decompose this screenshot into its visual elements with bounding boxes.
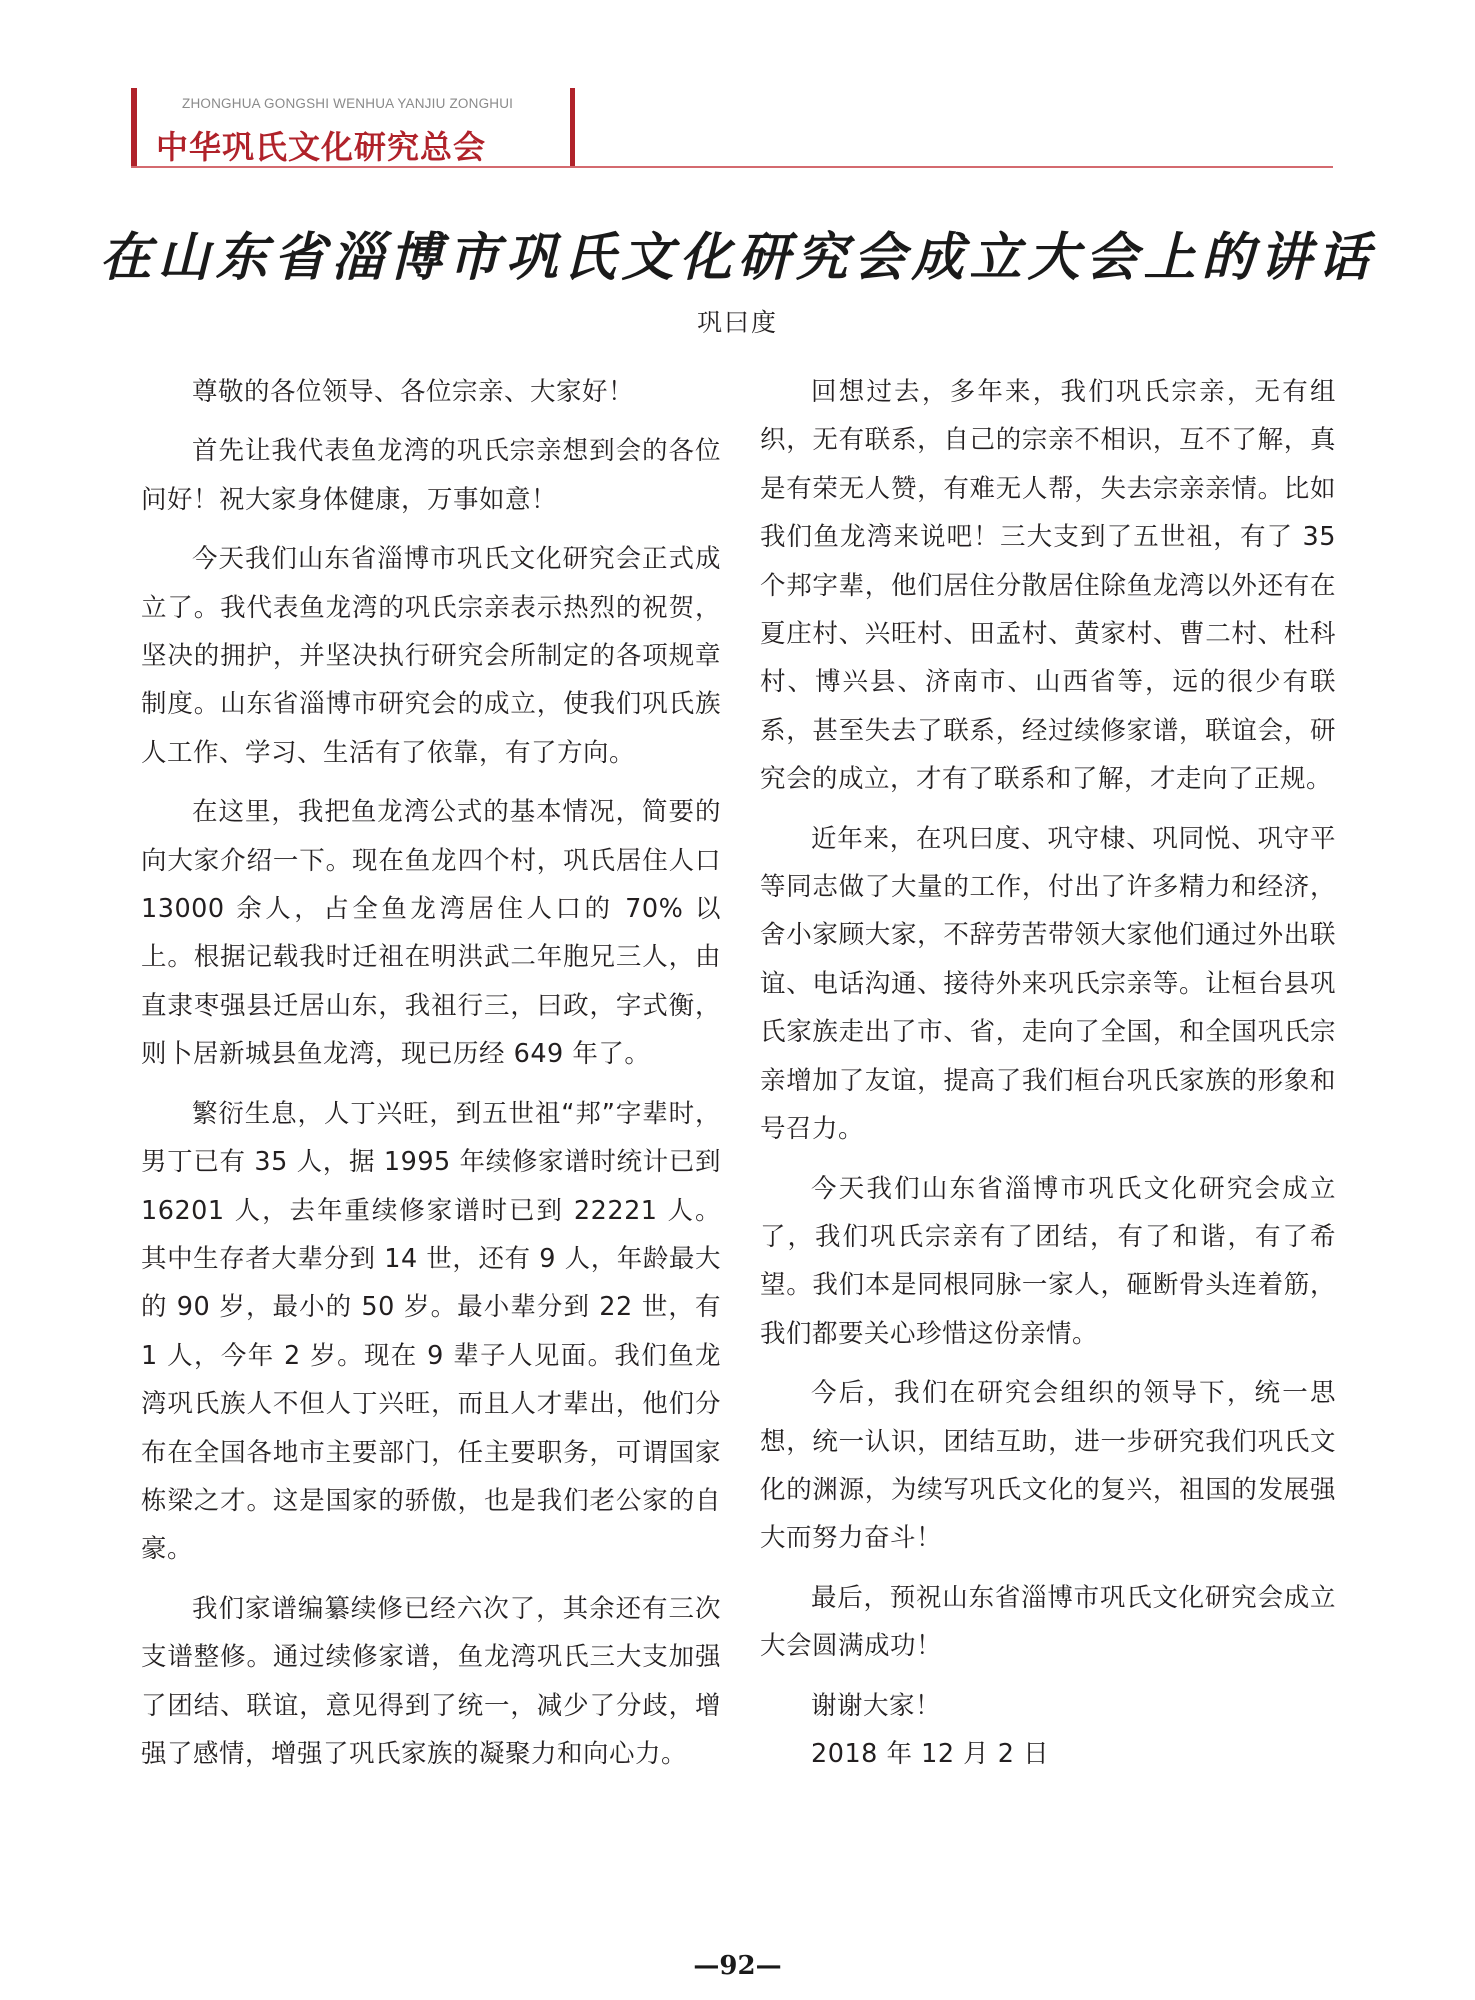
article-author: 巩曰度 — [696, 308, 778, 337]
paragraph: 今天我们山东省淄博市巩氏文化研究会正式成立了。我代表鱼龙湾的巩氏宗亲表示热烈的祝贺，坚决的拥护，并坚决执行研究会所制定的各项规章制度。山东省淄博市研究会的成立，使我们巩氏族人工作、学习、生活有了依靠，有了方向。 — [141, 544, 721, 768]
header-organization-title: 中华巩氏文化研究总会 — [156, 128, 487, 166]
speech-date: 2018 年 12 月 2 日 — [811, 1738, 1050, 1769]
paragraph: 回想过去，多年来，我们巩氏宗亲，无有组织，无有联系，自己的宗亲不相识，互不了解，真是有荣无人赞，有难无人帮，失去宗亲亲情。比如我们鱼龙湾来说吧！三大支到了五世祖，有了 35 个邦字辈，他们居住分散居住除鱼龙湾以外还有在夏庄村、兴旺村、田孟村、黄家村、曹二村、杜科村、博兴县、济南市、山西省等，远的很少有联系，甚至失去了联系，经过续修家谱，联谊会，研究会的成立，才有了联系和了解，才走向了正规。 — [760, 377, 1336, 795]
paragraph: 最后，预祝山东省淄博市巩氏文化研究会成立大会圆满成功！ — [760, 1582, 1336, 1662]
paragraph: 近年来，在巩曰度、巩守棣、巩同悦、巩守平等同志做了大量的工作，付出了许多精力和经济，舍小家顾大家，不辞劳苦带领大家他们通过外出联谊、电话沟通、接待外来巩氏宗亲等。让桓台县巩氏家族走出了市、省，走向了全国，和全国巩氏宗亲增加了友谊，提高了我们桓台巩氏家族的形象和号召力。 — [760, 823, 1336, 1145]
header-accent-bar-right — [570, 88, 575, 166]
paragraph: 在这里，我把鱼龙湾公式的基本情况，简要的向大家介绍一下。现在鱼龙四个村，巩氏居住人口 13000 余人，占全鱼龙湾居住人口的 70% 以上。根据记载我时迁祖在明洪武二年胞兄三人，由直隶枣强县迁居山东，我祖行三，曰政，字式衡，则卜居新城县鱼龙湾，现已历经 649 年了。 — [141, 797, 721, 1070]
page-number: —92— — [693, 1951, 782, 1981]
body-column-left — [141, 368, 721, 1789]
header-pinyin: ZHONGHUA GONGSHI WENHUA YANJIU ZONGHUI — [182, 96, 514, 111]
article-title: 在山东省淄博市巩氏文化研究会成立大会上的讲话 — [99, 227, 1376, 288]
paragraph: 尊敬的各位领导、各位宗亲、大家好！ — [192, 377, 635, 407]
paragraph: 首先让我代表鱼龙湾的巩氏宗亲想到会的各位问好！祝大家身体健康，万事如意！ — [141, 436, 721, 515]
header-accent-bar-left — [131, 88, 137, 166]
closing-thanks: 谢谢大家！ — [811, 1690, 942, 1721]
paragraph: 今天我们山东省淄博市巩氏文化研究会成立了，我们巩氏宗亲有了团结，有了和谐，有了希望。我们本是同根同脉一家人，砸断骨头连着筋，我们都要关心珍惜这份亲情。 — [760, 1173, 1336, 1349]
paragraph: 繁衍生息，人丁兴旺，到五世祖“邦”字辈时，男丁已有 35 人，据 1995 年续修家谱时统计已到 16201 人，去年重续修家谱时已到 22221 人。其中生存者大辈分到 14 世，还有 9 人，年龄最大的 90 岁，最小的 50 岁。最小辈分到 22 世，有 1 人，今年 2 岁。现在 9 辈子人见面。我们鱼龙湾巩氏族人不但人丁兴旺，而且人才辈出，他们分布在全国各地市主要部门，任主要职务，可谓国家栋梁之才。这是国家的骄傲，也是我们老公家的自豪。 — [141, 1098, 721, 1565]
paragraph: 我们家谱编纂续修已经六次了，其余还有三次支谱整修。通过续修家谱，鱼龙湾巩氏三大支加强了团结、联谊，意见得到了统一，减少了分歧，增强了感情，增强了巩氏家族的凝聚力和向心力。 — [141, 1593, 721, 1769]
body-column-right — [760, 368, 1336, 1778]
paragraph: 今后，我们在研究会组织的领导下，统一思想，统一认识，团结互助，进一步研究我们巩氏文化的渊源，为续写巩氏文化的复兴，祖国的发展强大而努力奋斗！ — [760, 1378, 1336, 1554]
header-divider — [131, 166, 1333, 168]
